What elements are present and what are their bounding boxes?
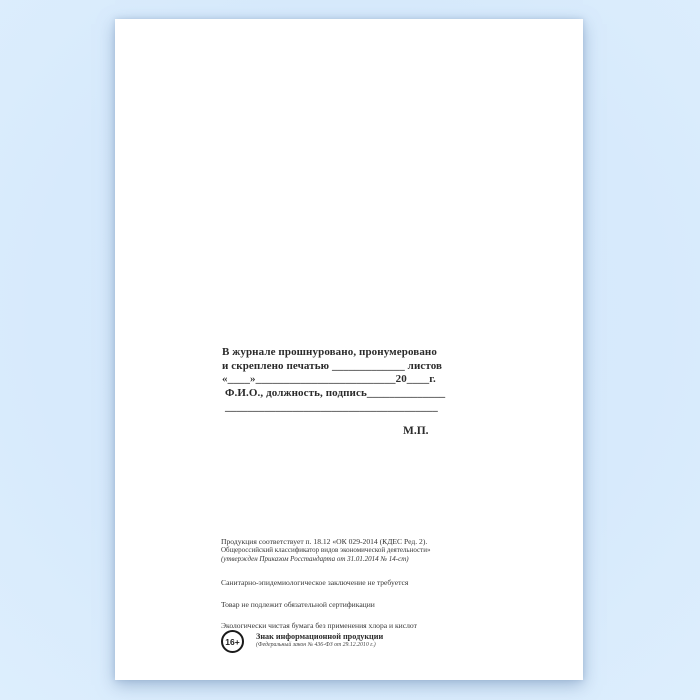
certification-line-2: и скреплено печатью _____________ листов: [222, 359, 443, 372]
compliance-line-3: (утвержден Приказом Росстандарта от 31.01.2014 № 14-ст): [221, 554, 409, 563]
certification-line-1: В журнале прошнуровано, пронумеровано: [222, 346, 437, 358]
compliance-block: [221, 537, 501, 630]
ecology-note: Экологически чистая бумага без применения хлора и кислот: [221, 621, 417, 630]
stamp-place-label: М.П.: [403, 425, 429, 437]
age-16-badge-icon: 16+: [221, 630, 244, 653]
compliance-line-2: Общероссийский классификатор видов экономической деятельности»: [221, 546, 431, 554]
compliance-line-1: Продукция соответствует п. 18.12 «ОК 029-2014 (КДЕС Ред. 2).: [221, 537, 428, 546]
age-mark-law: (Федеральный закон № 436-ФЗ от 29.12.2010 г.): [256, 641, 376, 648]
age-mark-text: [256, 630, 383, 649]
certification-signature-rule: ______________________________________: [225, 401, 438, 413]
age-mark-title: Знак информационной продукции: [256, 632, 384, 641]
certification-line-3: «____»_________________________20____г.: [222, 373, 436, 385]
sanitary-note: Санитарно-эпидемиологическое заключение не требуется: [221, 578, 409, 587]
certification-line-4: Ф.И.О., должность, подпись______________: [225, 386, 446, 399]
age-mark-row: [221, 630, 383, 653]
certification-block: [222, 346, 452, 415]
document-page: [115, 19, 583, 680]
certification-note: Товар не подлежит обязательной сертификации: [221, 599, 375, 609]
